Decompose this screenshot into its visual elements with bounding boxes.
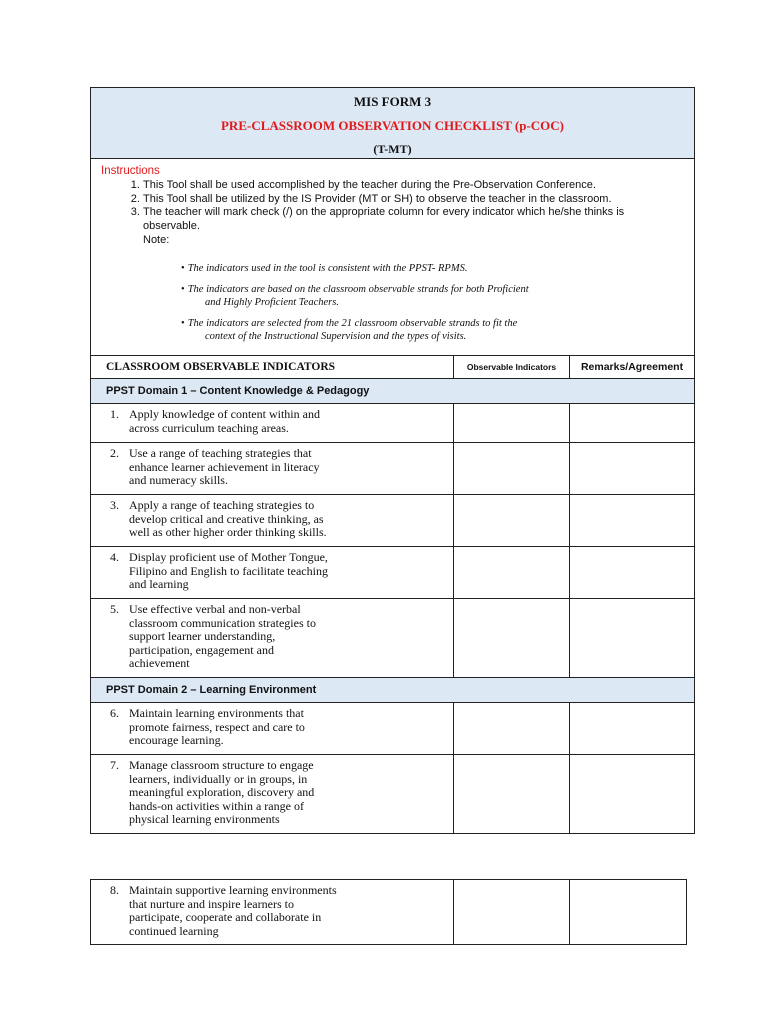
- instruction-item: 2. This Tool shall be utilized by the IS Provider (MT or SH) to observe the teacher in the classroom.: [143, 193, 684, 207]
- indicator-row: 4. Display proficient use of Mother Tongue, Filipino and English to facilitate teaching and learning: [91, 547, 695, 599]
- column-header-observable: Observable Indicators: [454, 356, 570, 379]
- remarks-cell[interactable]: [570, 443, 695, 495]
- instructions-list: [101, 179, 684, 233]
- instructions-section: [91, 159, 695, 356]
- remarks-cell[interactable]: [570, 599, 695, 678]
- checklist-table-continued: [90, 879, 687, 945]
- indicator-row: 7. Manage classroom structure to engage learners, individually or in groups, in meaningful exploration, discovery and hands-on activities within a range of physical learning environments: [91, 755, 695, 834]
- observable-check-cell[interactable]: [454, 443, 570, 495]
- column-header-indicators: CLASSROOM OBSERVABLE INDICATORS: [91, 356, 454, 379]
- indicator-row: 5. Use effective verbal and non-verbal classroom communication strategies to support learner understanding, participation, engagement and achievement: [91, 599, 695, 678]
- observable-check-cell[interactable]: [454, 755, 570, 834]
- indicator-text: Display proficient use of Mother Tongue, Filipino and English to facilitate teaching and learning: [129, 550, 328, 591]
- form-subtitle: PRE-CLASSROOM OBSERVATION CHECKLIST (p-COC): [220, 118, 565, 133]
- note-item: • The indicators are based on the classroom observable strands for both Proficient and Highly Proficient Teachers.: [181, 284, 529, 308]
- bullet-icon: •: [181, 318, 185, 329]
- form-title: MIS FORM 3: [353, 94, 432, 109]
- column-header-remarks: Remarks/Agreement: [570, 356, 695, 379]
- indicator-row: 1. Apply knowledge of content within and across curriculum teaching areas.: [91, 404, 695, 443]
- bullet-icon: •: [181, 284, 185, 295]
- form-header: [91, 88, 695, 159]
- indicator-row: 2. Use a range of teaching strategies that enhance learner achievement in literacy and numeracy skills.: [91, 443, 695, 495]
- indicator-text: Manage classroom structure to engage learners, individually or in groups, in meaningful exploration, discovery and hands-on activities within a range of physical learning environments: [129, 758, 315, 826]
- remarks-cell[interactable]: [570, 495, 695, 547]
- note-item: • The indicators are selected from the 21 classroom observable strands to fit the context of the Instructional Supervision and the types of visits.: [181, 318, 518, 342]
- indicator-text: Apply knowledge of content within and across curriculum teaching areas.: [129, 407, 320, 435]
- instruction-item: 1. This Tool shall be used accomplished by the teacher during the Pre-Observation Conference.: [143, 179, 684, 193]
- checklist-form: [90, 87, 694, 834]
- remarks-cell[interactable]: [570, 404, 695, 443]
- bullet-icon: •: [181, 263, 185, 274]
- indicator-text: Apply a range of teaching strategies to develop critical and creative thinking, as well as other higher order thinking skills.: [129, 498, 327, 539]
- indicator-row: 6. Maintain learning environments that promote fairness, respect and care to encourage learning.: [91, 703, 695, 755]
- observable-check-cell[interactable]: [454, 703, 570, 755]
- observable-check-cell[interactable]: [454, 547, 570, 599]
- instructions-title: Instructions: [101, 165, 160, 177]
- observable-check-cell[interactable]: [454, 495, 570, 547]
- observable-check-cell[interactable]: [454, 880, 570, 945]
- observable-check-cell[interactable]: [454, 404, 570, 443]
- indicator-row: 3. Apply a range of teaching strategies to develop critical and creative thinking, as well as other higher order thinking skills.: [91, 495, 695, 547]
- domain-row: [91, 379, 695, 404]
- remarks-cell[interactable]: [570, 755, 695, 834]
- checklist-table: [90, 87, 695, 834]
- observable-check-cell[interactable]: [454, 599, 570, 678]
- column-header-row: [91, 356, 695, 379]
- remarks-cell[interactable]: [570, 703, 695, 755]
- checklist-continued: [90, 879, 686, 945]
- domain-title: PPST Domain 1 – Content Knowledge & Pedagogy: [91, 379, 695, 404]
- notes-list: [101, 262, 684, 343]
- note-item: • The indicators used in the tool is consistent with the PPST- RPMS.: [181, 263, 468, 274]
- form-code: (T-MT): [373, 142, 412, 156]
- remarks-cell[interactable]: [570, 880, 687, 945]
- domain-title: PPST Domain 2 – Learning Environment: [91, 678, 695, 703]
- instruction-item: 3. The teacher will mark check (/) on the appropriate column for every indicator which he/she thinks is observable.: [143, 206, 684, 233]
- indicator-text: Maintain supportive learning environments that nurture and inspire learners to participate, cooperate and collaborate in continued learning: [129, 883, 337, 938]
- indicator-row: 8. Maintain supportive learning environments that nurture and inspire learners to participate, cooperate and collaborate in continued learning: [91, 880, 687, 945]
- note-label: Note:: [143, 234, 170, 246]
- indicator-text: Maintain learning environments that promote fairness, respect and care to encourage learning.: [129, 706, 305, 747]
- remarks-cell[interactable]: [570, 547, 695, 599]
- domain-row: [91, 678, 695, 703]
- indicator-text: Use a range of teaching strategies that enhance learner achievement in literacy and numeracy skills.: [129, 446, 320, 487]
- indicator-text: Use effective verbal and non-verbal classroom communication strategies to support learner understanding, participation, engagement and achievement: [129, 602, 316, 670]
